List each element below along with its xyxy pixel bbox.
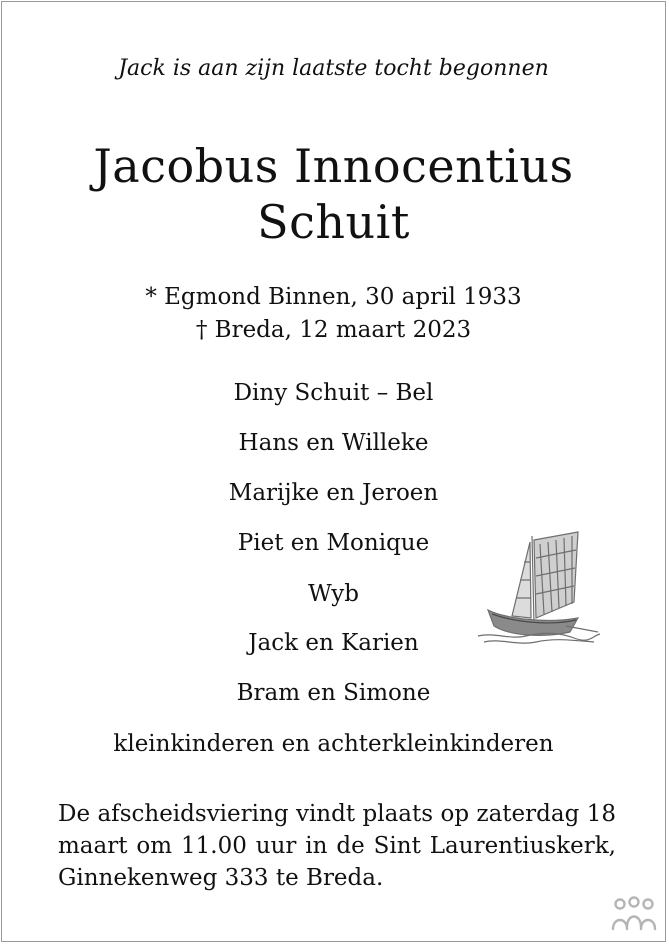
relative-line: Jack en Karien [248, 630, 419, 656]
motto: Jack is aan zijn laatste tocht begonnen [118, 56, 549, 81]
service-announcement: De afscheidsviering vindt plaats op zaterdag 18 maart om 11.00 uur in de Sint Laurentiuskerk, Ginnekenweg 333 te Breda. [58, 801, 616, 891]
relative-line: Diny Schuit – Bel [233, 380, 434, 406]
relative-line: Marijke en Jeroen [228, 480, 439, 506]
deceased-name-last: Schuit [257, 195, 410, 249]
people-logo-icon [610, 895, 658, 933]
deceased-name-first: Jacobus Innocentius [93, 139, 574, 193]
relative-line: Bram en Simone [236, 680, 431, 706]
relative-line: Hans en Willeke [238, 430, 429, 456]
relative-line: Wyb [308, 581, 359, 607]
sailboat-illustration-icon [474, 528, 602, 652]
relative-line: Piet en Monique [237, 530, 430, 556]
death-line: † Breda, 12 maart 2023 [195, 317, 472, 343]
birth-line: * Egmond Binnen, 30 april 1933 [145, 284, 522, 310]
obituary-card [1, 1, 666, 942]
relative-line: kleinkinderen en achterkleinkinderen [113, 731, 554, 757]
